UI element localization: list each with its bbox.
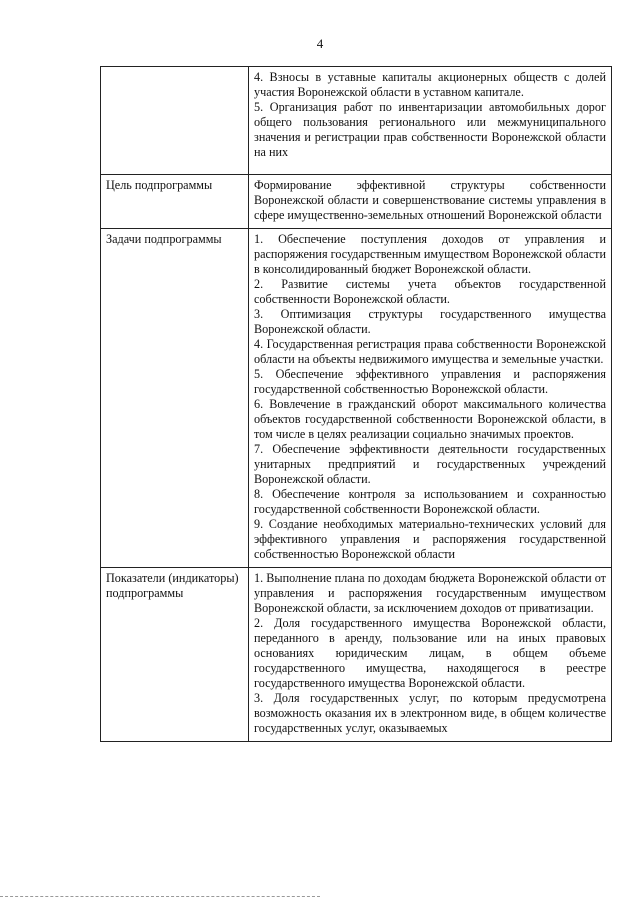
table-row [101, 67, 612, 175]
row-content [249, 175, 612, 229]
row-label: Цель подпрограммы [101, 175, 249, 229]
row-content [249, 229, 612, 568]
list-item: 5. Организация работ по инвентаризации автомобильных дорог общего пользования регионального или межмуниципального значения и регистрации прав собственности Воронежской области на них [254, 100, 606, 159]
list-item: 2. Развитие системы учета объектов государственной собственности Воронежской области. [254, 277, 606, 306]
list-item: 4. Государственная регистрация права собственности Воронежской области на объекты недвижимого имущества и земельные участки. [254, 337, 606, 366]
list-item: 9. Создание необходимых материально-технических условий для эффективного управления и распоряжения государственной собственностью Воронежской области [254, 517, 606, 561]
list-item: 3. Оптимизация структуры государственного имущества Воронежской области. [254, 307, 606, 336]
list-item: Формирование эффективной структуры собственности Воронежской области и совершенствование системы управления в сфере имущественно-земельных отношений Воронежской области [254, 178, 606, 222]
list-item: 1. Обеспечение поступления доходов от управления и распоряжения государственным имуществом Воронежской области в консолидированный бюджет Воронежской области. [254, 232, 606, 276]
table-row [101, 568, 612, 742]
row-content [249, 568, 612, 742]
list-item: 1. Выполнение плана по доходам бюджета Воронежской области от управления и распоряжения государственным имуществом Воронежской области, за исключением доходов от приватизации. [254, 571, 606, 615]
footer-divider [0, 896, 320, 897]
list-item: 6. Вовлечение в гражданский оборот максимального количества объектов государственной собственности Воронежской области, в том числе в целях реализации социально значимых проектов. [254, 397, 606, 441]
row-label [101, 67, 249, 175]
list-item: 4. Взносы в уставные капиталы акционерных обществ с долей участия Воронежской области в уставном капитале. [254, 70, 606, 99]
list-item: 7. Обеспечение эффективности деятельности государственных унитарных предприятий и государственных учреждений Воронежской области. [254, 442, 606, 486]
subprogram-passport-table [100, 66, 612, 742]
list-item: 8. Обеспечение контроля за использованием и сохранностью государственной собственности Воронежской области. [254, 487, 606, 516]
table-row [101, 229, 612, 568]
row-label: Задачи подпрограммы [101, 229, 249, 568]
row-label: Показатели (индикаторы) подпрограммы [101, 568, 249, 742]
list-item: 5. Обеспечение эффективного управления и распоряжения государственной собственностью Воронежской области. [254, 367, 606, 396]
table-row [101, 175, 612, 229]
row-content [249, 67, 612, 175]
list-item: 2. Доля государственного имущества Воронежской области, переданного в аренду, пользование или на иных правовых основаниях юридическим лицам, в общем объеме государственного имущества, находящегося в реестре государственного имущества Воронежской области. [254, 616, 606, 690]
list-item: 3. Доля государственных услуг, по которым предусмотрена возможность оказания их в электронном виде, в общем количестве государственных услуг, оказываемых [254, 691, 606, 735]
page-number: 4 [316, 36, 324, 51]
